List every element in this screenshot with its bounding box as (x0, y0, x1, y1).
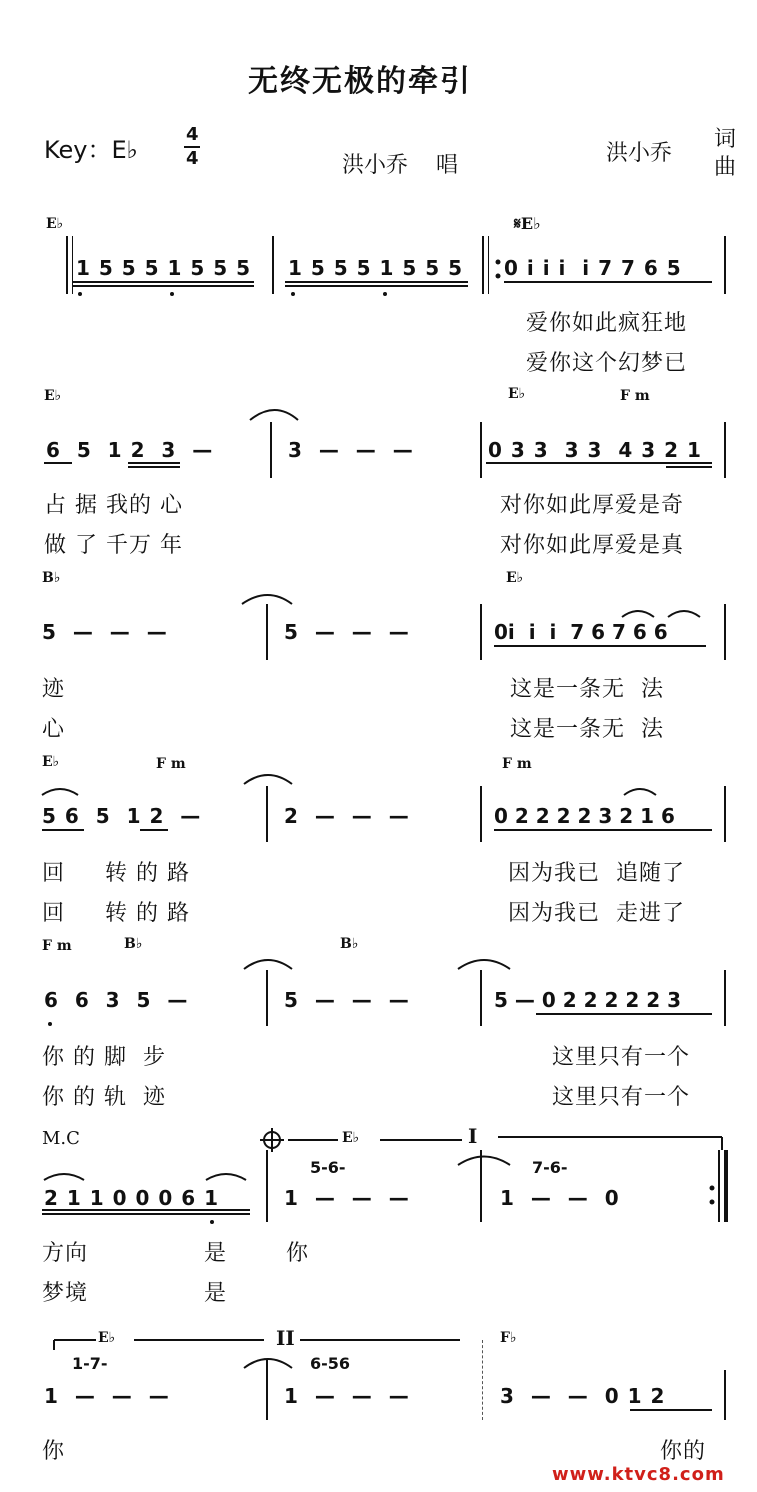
lyric-verse-1: 是 (204, 1241, 228, 1266)
volta-1-marker: I (468, 1124, 478, 1148)
barline (480, 604, 482, 660)
chord-symbol: E♭ (46, 216, 64, 232)
lyric-verse-2: 对你如此厚爱是真 (500, 533, 685, 558)
chord-symbol: E♭ (508, 386, 526, 402)
lyric-verse-2: 梦境 (42, 1281, 89, 1306)
song-title: 无终无极的牵引 (248, 64, 472, 99)
lyric-verse-1: 爱你如此疯狂地 (526, 311, 688, 336)
time-signature-bottom: 4 (186, 148, 199, 169)
lyric-verse-1: 方向 (42, 1241, 89, 1266)
barline (480, 422, 482, 478)
measure-notes: 3 — — 0 1 2 (500, 1384, 666, 1408)
lyric-verse-1: 占 据 我的 心 (44, 493, 183, 518)
lyric-verse-1: 你 (286, 1241, 310, 1266)
barline (724, 236, 726, 294)
chord-symbol: F m (502, 756, 532, 772)
barline (480, 970, 482, 1026)
lyric-verse-2: 做 了 千万 年 (44, 533, 183, 558)
barline (724, 422, 726, 478)
chord-symbol: B♭ (124, 936, 143, 952)
measure-notes: 2 — — — (284, 804, 410, 828)
barline (724, 970, 726, 1026)
ending-melody: 5-6- (310, 1158, 346, 1177)
lyric-verse-1: 回 转 的 路 (42, 861, 190, 886)
barline (266, 1360, 268, 1420)
barline (482, 236, 484, 294)
ending-melody: 7-6- (532, 1158, 568, 1177)
lyric-line: 你 (42, 1439, 66, 1464)
author-name: 洪小乔 (606, 141, 673, 166)
chord-symbol: B♭ (42, 570, 61, 586)
measure-notes: 1 — — — (284, 1186, 410, 1210)
measure-notes: 0 i i i i 7 7 6 5 (504, 256, 682, 280)
barline (266, 1150, 268, 1222)
barline (72, 236, 73, 294)
lyric-verse-2: 心 (42, 717, 66, 742)
lyricist-label: 词 (714, 127, 737, 152)
measure-notes: 1 — — — (284, 1384, 410, 1408)
lyric-verse-2: 爱你这个幻梦已 (526, 351, 688, 376)
chord-symbol: F m (156, 756, 186, 772)
measure-notes: 0i i i 7 6 7 6 6 (494, 620, 668, 644)
measure-notes: 1 — — — (44, 1384, 170, 1408)
measure-notes: 5 — — — (284, 988, 410, 1012)
volta-2-marker: II (276, 1326, 295, 1350)
chord-symbol: E♭ (44, 388, 62, 404)
ending-melody: 6-56 (310, 1354, 351, 1373)
barline (724, 1370, 726, 1420)
key-signature: Key：E♭ (44, 136, 138, 164)
lyric-verse-2: 是 (204, 1281, 228, 1306)
lyric-line: 你的 (660, 1439, 707, 1464)
barline (66, 236, 68, 294)
measure-notes: 3 — — — (288, 438, 414, 462)
barline (724, 1150, 728, 1222)
chord-symbol: E♭ (42, 754, 60, 770)
measure-notes: 6 5 1 2 3 — (46, 438, 214, 462)
measure-notes: 5 — — — (284, 620, 410, 644)
measure-notes: 0 2 2 2 2 3 2 1 6 (494, 804, 675, 828)
lyric-verse-1: 这是一条无 法 (510, 677, 664, 702)
measure-notes: 1 5 5 5 1 5 5 5 (76, 256, 252, 280)
lyric-verse-2: 这里只有一个 (552, 1085, 691, 1110)
lyric-verse-2: 这是一条无 法 (510, 717, 664, 742)
barline (488, 236, 489, 294)
barline (272, 236, 274, 294)
chord-symbol: E♭ (98, 1330, 116, 1346)
barline (266, 604, 268, 660)
singer-credit: 洪小乔 唱 (342, 153, 458, 178)
lyric-verse-1: 因为我已 追随了 (508, 861, 685, 886)
measure-notes: 2 1 1 0 0 0 6 1 (44, 1186, 220, 1210)
measure-notes: 5 6 5 1 2 — (42, 804, 202, 828)
chord-symbol: F m (620, 388, 650, 404)
measure-notes: 6 6 3 5 — (44, 988, 189, 1012)
measure-notes: 1 — — 0 (500, 1186, 620, 1210)
barline (266, 970, 268, 1026)
chord-symbol: F♭ (500, 1330, 517, 1346)
time-signature-top: 4 (186, 124, 199, 145)
lyric-verse-1: 对你如此厚爱是奇 (500, 493, 685, 518)
barline (266, 786, 268, 842)
chord-symbol: B♭ (340, 936, 359, 952)
mc-marker: M.C (42, 1128, 80, 1149)
lyric-verse-2: 你 的 轨 迹 (42, 1085, 166, 1110)
lyric-verse-1: 这里只有一个 (552, 1045, 691, 1070)
chord-symbol: E♭ (342, 1130, 360, 1146)
measure-notes: 1 5 5 5 1 5 5 5 (288, 256, 464, 280)
barline (480, 1150, 482, 1222)
measure-notes: 5 — 0 2 2 2 2 2 3 (494, 988, 682, 1012)
lyric-verse-2: 因为我已 走进了 (508, 901, 685, 926)
lyric-verse-1: 迹 (42, 677, 66, 702)
barline (718, 1150, 720, 1222)
chord-symbol-segno: 𝄋E♭ (514, 214, 541, 233)
lyric-verse-2: 回 转 的 路 (42, 901, 190, 926)
measure-notes: 0 3 3 3 3 4 3 2 1 (488, 438, 702, 462)
barline (724, 604, 726, 660)
chord-symbol: E♭ (506, 570, 524, 586)
lyric-verse-1: 你 的 脚 步 (42, 1045, 166, 1070)
barline (270, 422, 272, 478)
measure-notes: 5 — — — (42, 620, 168, 644)
chord-symbol: F m (42, 938, 72, 954)
ending-melody: 1-7- (72, 1354, 108, 1373)
composer-label: 曲 (714, 155, 737, 180)
barline-dashed (482, 1340, 484, 1420)
barline (480, 786, 482, 842)
barline (724, 786, 726, 842)
site-watermark: www.ktvc8.com (552, 1464, 725, 1485)
